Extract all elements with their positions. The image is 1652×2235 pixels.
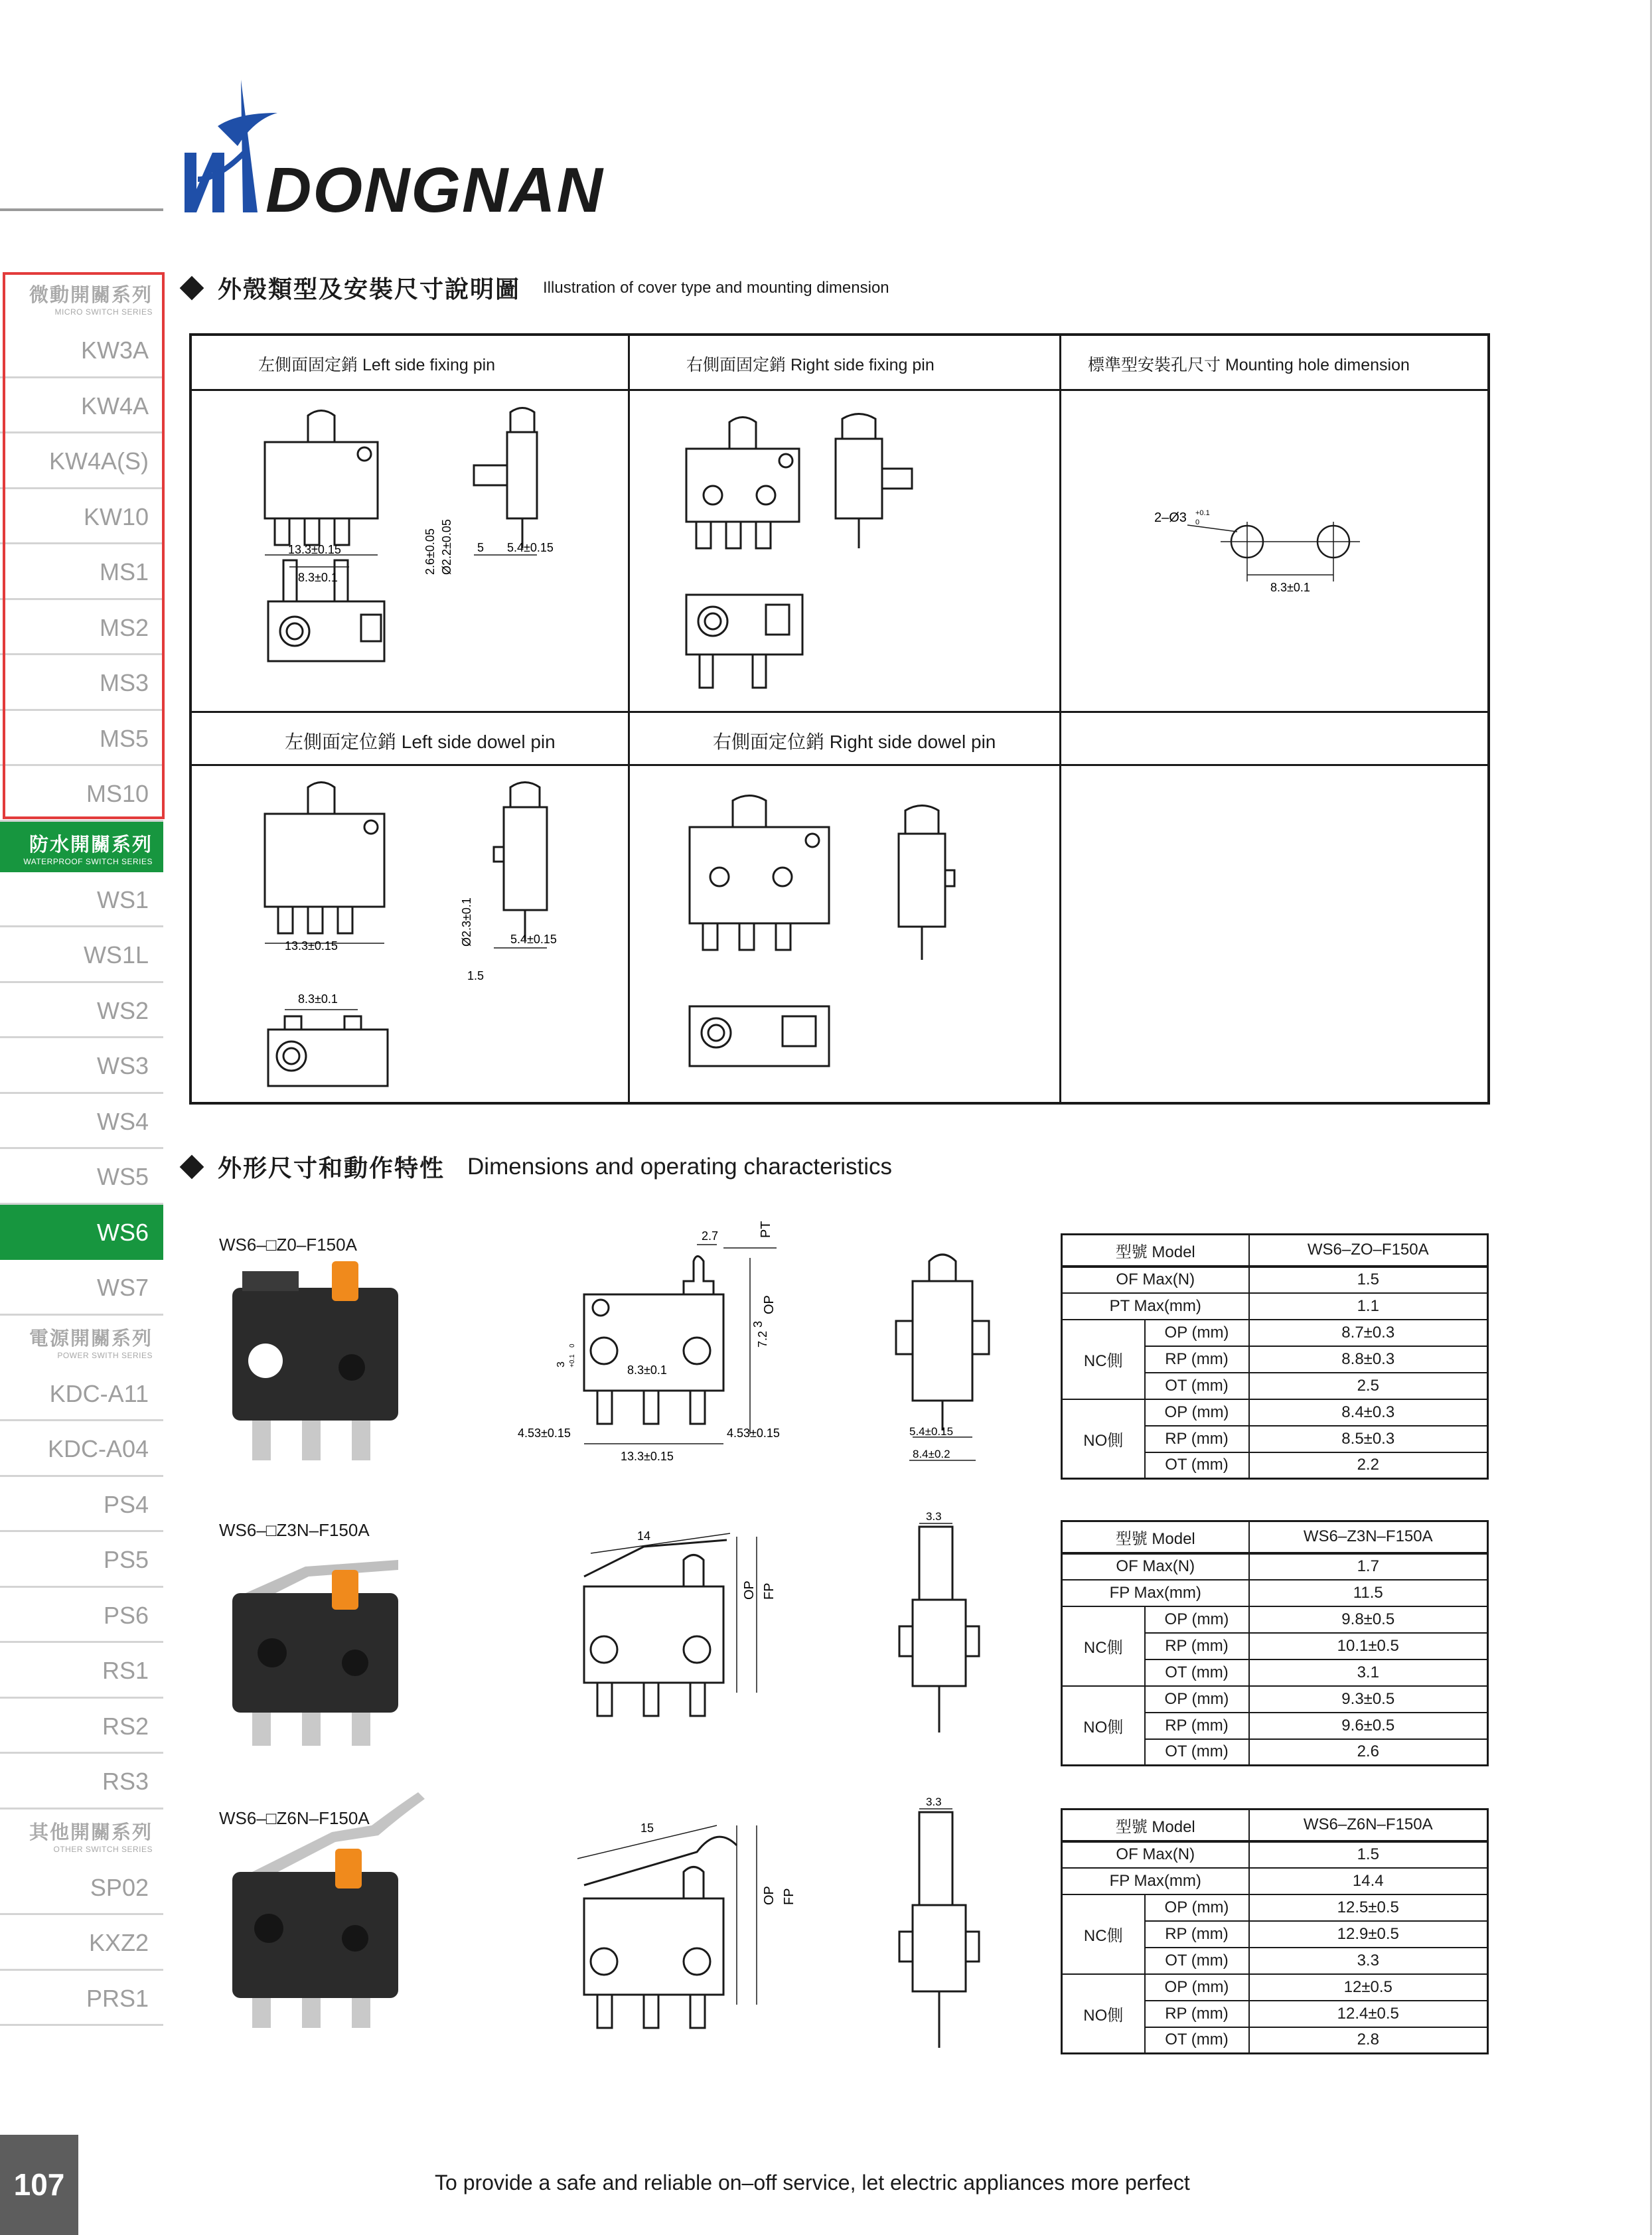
- brand-name: DONGNAN: [265, 155, 604, 226]
- sidebar-item-ws2[interactable]: WS2: [0, 983, 163, 1039]
- dim-2-6: 2.6±0.05: [423, 528, 437, 575]
- series-sidebar: [0, 272, 163, 2026]
- cell-nc-side: NC側: [1062, 1894, 1145, 1974]
- model-label-z0: WS6–□Z0–F150A: [219, 1235, 357, 1255]
- cell-no-ot: 2.2: [1249, 1452, 1488, 1479]
- cell-ot-label: OT (mm): [1145, 1948, 1249, 1974]
- sidebar-item-ms10[interactable]: MS10: [0, 766, 163, 822]
- sidebar-item-rs1[interactable]: RS1: [0, 1643, 163, 1699]
- cell-no-rp: 8.5±0.3: [1249, 1426, 1488, 1452]
- cell-no-op: 8.4±0.3: [1249, 1399, 1488, 1426]
- sidebar-item-ws1[interactable]: WS1: [0, 872, 163, 928]
- cell-op-label: OP (mm): [1145, 1320, 1249, 1346]
- sidebar-item-kw4a-s[interactable]: KW4A(S): [0, 433, 163, 489]
- cell-model-value: WS6–ZO–F150A: [1249, 1235, 1488, 1267]
- sidebar-item-ws3[interactable]: WS3: [0, 1038, 163, 1094]
- mounting-hole-drawing: [1081, 469, 1479, 635]
- dim-tol-zero: 0: [569, 1344, 576, 1348]
- cover-type-table: [189, 333, 1490, 1105]
- sidebar-item-sp02[interactable]: SP02: [0, 1860, 163, 1916]
- outline-drawing-z0-front: [511, 1215, 823, 1467]
- cell-rp-label: RP (mm): [1145, 1346, 1249, 1373]
- dim-7-2: 7.2: [756, 1330, 769, 1348]
- cell-model-head: 型號 Model: [1062, 1235, 1249, 1267]
- sidebar-item-ws1l[interactable]: WS1L: [0, 927, 163, 983]
- outline-drawing-z3n-front: [564, 1520, 803, 1746]
- dim-3-left: 3: [556, 1361, 567, 1367]
- sidebar-group-power: [0, 1316, 163, 1810]
- cell-nc-rp: 12.9±0.5: [1249, 1921, 1488, 1948]
- page-number: 107: [0, 2135, 78, 2235]
- header-left-fixing-pin: 左側面固定銷 Left side fixing pin: [258, 356, 496, 374]
- sidebar-item-kdc-a11[interactable]: KDC-A11: [0, 1366, 163, 1422]
- dim-dia-2-2: Ø2.2±0.05: [440, 519, 453, 575]
- cell-rp-label: RP (mm): [1145, 1633, 1249, 1659]
- dim-op: OP: [762, 1886, 777, 1905]
- sidebar-item-kw10[interactable]: KW10: [0, 489, 163, 545]
- table-rule: [1059, 336, 1061, 1102]
- cell-fp-value: 14.4: [1249, 1868, 1488, 1894]
- sidebar-group-other: [0, 1810, 163, 2027]
- section-cover-type-title: [183, 271, 889, 305]
- cell-of-label: OF Max(N): [1062, 1267, 1249, 1293]
- cell-nc-ot: 2.5: [1249, 1373, 1488, 1399]
- cell-no-side: NO側: [1062, 1974, 1145, 2054]
- header-right-fixing-pin: 右側面固定銷 Right side fixing pin: [686, 356, 935, 374]
- cell-nc-op: 9.8±0.5: [1249, 1606, 1488, 1633]
- group-title-zh: 電源開關系列: [29, 1328, 153, 1349]
- sidebar-item-ws6[interactable]: WS6: [0, 1205, 163, 1261]
- cell-nc-ot: 3.3: [1249, 1948, 1488, 1974]
- cell-no-side: NO側: [1062, 1686, 1145, 1766]
- sidebar-item-kxz2[interactable]: KXZ2: [0, 1915, 163, 1971]
- dim-fp: FP: [782, 1888, 796, 1905]
- table-rule: [192, 764, 1487, 766]
- model-label-z3n: WS6–□Z3N–F150A: [219, 1520, 370, 1540]
- sidebar-item-kw3a[interactable]: KW3A: [0, 323, 163, 378]
- dim-8-3: 8.3±0.1: [627, 1363, 667, 1377]
- dim-hole-pitch: 8.3±0.1: [1270, 581, 1310, 594]
- cell-rp-label: RP (mm): [1145, 1921, 1249, 1948]
- cell-pt-value: 1.1: [1249, 1293, 1488, 1320]
- header-left-dowel-pin: 左側面定位銷 Left side dowel pin: [285, 732, 556, 752]
- model-label-z6n: WS6–□Z6N–F150A: [219, 1808, 370, 1828]
- group-title-zh: 微動開關系列: [29, 285, 153, 306]
- group-title-en: WATERPROOF SWITCH SERIES: [23, 856, 153, 866]
- spec-table-z6n: [1061, 1808, 1489, 2054]
- dim-8-4: 8.4±0.2: [913, 1448, 950, 1460]
- dim-8-3: 8.3±0.1: [298, 571, 338, 584]
- cell-no-op: 12±0.5: [1249, 1974, 1488, 2001]
- cell-nc-ot: 3.1: [1249, 1659, 1488, 1686]
- dim-4-53-right: 4.53±0.15: [727, 1426, 780, 1440]
- dim-2-7: 2.7: [702, 1229, 719, 1243]
- left-dowel-pin-drawing: [245, 774, 617, 1106]
- table-rule: [628, 336, 630, 1102]
- sidebar-item-ps4[interactable]: PS4: [0, 1477, 163, 1533]
- cell-fp-label: FP Max(mm): [1062, 1580, 1249, 1606]
- cell-ot-label: OT (mm): [1145, 1659, 1249, 1686]
- table-rule: [192, 389, 1487, 391]
- cell-rp-label: RP (mm): [1145, 1426, 1249, 1452]
- diamond-bullet-icon: [180, 275, 204, 300]
- cell-no-rp: 9.6±0.5: [1249, 1713, 1488, 1739]
- cell-rp-label: RP (mm): [1145, 1713, 1249, 1739]
- sidebar-item-ps5[interactable]: PS5: [0, 1532, 163, 1588]
- sidebar-item-ws5[interactable]: WS5: [0, 1149, 163, 1205]
- footer-tagline: To provide a safe and reliable on–off service, let electric appliances more perfect: [435, 2171, 1190, 2195]
- outline-drawing-z6n-side: [893, 1792, 999, 2058]
- cell-op-label: OP (mm): [1145, 1974, 1249, 2001]
- outline-drawing-z6n-front: [564, 1806, 803, 2058]
- cell-ot-label: OT (mm): [1145, 1452, 1249, 1479]
- outline-drawing-z0-side: [883, 1241, 1015, 1467]
- dim-hole-tol-zero: 0: [1195, 518, 1200, 526]
- dim-1-5: 1.5: [467, 969, 485, 982]
- cell-nc-rp: 10.1±0.5: [1249, 1633, 1488, 1659]
- section-title-zh: 外殼類型及安裝尺寸說明圖: [218, 275, 521, 303]
- dim-5-4: 5.4±0.15: [510, 933, 557, 946]
- sidebar-item-rs3[interactable]: RS3: [0, 1754, 163, 1810]
- sidebar-group-waterproof: [0, 822, 163, 1316]
- cell-of-label: OF Max(N): [1062, 1553, 1249, 1580]
- sidebar-item-ms3[interactable]: MS3: [0, 655, 163, 711]
- cell-of-value: 1.5: [1249, 1841, 1488, 1868]
- sidebar-item-ws7[interactable]: WS7: [0, 1260, 163, 1316]
- cell-op-label: OP (mm): [1145, 1399, 1249, 1426]
- sidebar-item-kw4a[interactable]: KW4A: [0, 378, 163, 434]
- product-photo-z6n: [219, 1786, 438, 2038]
- section-title-en: Illustration of cover type and mounting dimension: [543, 278, 889, 297]
- cell-nc-op: 8.7±0.3: [1249, 1320, 1488, 1346]
- cell-no-ot: 2.8: [1249, 2027, 1488, 2054]
- cell-of-value: 1.5: [1249, 1267, 1488, 1293]
- spec-table-z0: [1061, 1233, 1489, 1480]
- sidebar-item-ms5[interactable]: MS5: [0, 711, 163, 767]
- diamond-bullet-icon: [180, 1154, 204, 1179]
- cell-of-value: 1.7: [1249, 1553, 1488, 1580]
- cell-no-rp: 12.4±0.5: [1249, 2001, 1488, 2027]
- cell-fp-label: FP Max(mm): [1062, 1868, 1249, 1894]
- dim-hole-tol-plus: +0.1: [1195, 509, 1210, 517]
- section-title-en: Dimensions and operating characteristics: [467, 1153, 893, 1180]
- sidebar-item-ps6[interactable]: PS6: [0, 1588, 163, 1644]
- dim-hole: 2–Ø3: [1154, 510, 1187, 525]
- sidebar-item-kdc-a04[interactable]: KDC-A04: [0, 1421, 163, 1477]
- dim-4-53-left: 4.53±0.15: [518, 1426, 571, 1440]
- cell-op-label: OP (mm): [1145, 1606, 1249, 1633]
- group-title-zh: 其他開關系列: [29, 1821, 153, 1843]
- cell-pt-label: PT Max(mm): [1062, 1293, 1249, 1320]
- sidebar-group-header: [0, 272, 163, 323]
- cell-no-side: NO側: [1062, 1399, 1145, 1479]
- cell-op-label: OP (mm): [1145, 1894, 1249, 1921]
- spec-table-z3n: [1061, 1520, 1489, 1766]
- sidebar-item-ms2[interactable]: MS2: [0, 600, 163, 656]
- cell-no-ot: 2.6: [1249, 1739, 1488, 1766]
- right-fixing-pin-drawing: [666, 402, 1038, 708]
- dim-tol-plus: +0.1: [569, 1354, 576, 1367]
- sidebar-item-prs1[interactable]: PRS1: [0, 1971, 163, 2027]
- cell-ot-label: OT (mm): [1145, 2027, 1249, 2054]
- cell-nc-side: NC側: [1062, 1320, 1145, 1399]
- product-photo-z3n: [219, 1540, 425, 1752]
- dim-3-3: 3.3: [926, 1796, 942, 1808]
- dim-op: OP: [742, 1580, 757, 1600]
- cell-model-head: 型號 Model: [1062, 1810, 1249, 1841]
- dim-13-3: 13.3±0.15: [621, 1450, 674, 1463]
- cell-nc-rp: 8.8±0.3: [1249, 1346, 1488, 1373]
- sidebar-group-micro: [0, 272, 163, 822]
- left-fixing-pin-drawing: [245, 402, 617, 708]
- dim-fp: FP: [762, 1582, 777, 1600]
- group-title-en: POWER SWITH SERIES: [57, 1350, 153, 1360]
- product-photo-z0: [219, 1261, 418, 1474]
- dim-5-4: 5.4±0.15: [909, 1425, 954, 1438]
- sidebar-group-header: [0, 822, 163, 872]
- section-title-zh: 外形尺寸和動作特性: [218, 1154, 445, 1182]
- group-title-en: OTHER SWITCH SERIES: [53, 1844, 153, 1854]
- dim-5: 5: [477, 541, 485, 554]
- cell-rp-label: RP (mm): [1145, 2001, 1249, 2027]
- table-rule: [192, 711, 1487, 713]
- dim-13-3: 13.3±0.15: [288, 543, 341, 556]
- sidebar-group-header: [0, 1316, 163, 1366]
- dim-14: 14: [637, 1529, 651, 1543]
- cell-of-label: OF Max(N): [1062, 1841, 1249, 1868]
- sidebar-group-header: [0, 1810, 163, 1860]
- dim-3: 3: [751, 1320, 765, 1328]
- cell-op-label: OP (mm): [1145, 1686, 1249, 1713]
- group-title-zh: 防水開關系列: [29, 834, 153, 856]
- cell-model-value: WS6–Z6N–F150A: [1249, 1810, 1488, 1841]
- outline-drawing-z3n-side: [893, 1507, 999, 1752]
- dim-8-3: 8.3±0.1: [298, 992, 338, 1006]
- cell-model-value: WS6–Z3N–F150A: [1249, 1521, 1488, 1553]
- cell-nc-op: 12.5±0.5: [1249, 1894, 1488, 1921]
- cell-ot-label: OT (mm): [1145, 1739, 1249, 1766]
- header-mounting-hole: 標準型安裝孔尺寸 Mounting hole dimension: [1088, 356, 1410, 374]
- dim-pt: PT: [759, 1221, 773, 1238]
- group-title-en: MICRO SWITCH SERIES: [54, 307, 153, 317]
- header-right-dowel-pin: 右側面定位銷 Right side dowel pin: [713, 732, 996, 752]
- dim-13-3: 13.3±0.15: [285, 939, 338, 953]
- sidebar-item-rs2[interactable]: RS2: [0, 1699, 163, 1754]
- section-dimensions-title: [183, 1150, 892, 1184]
- dim-op: OP: [762, 1295, 777, 1314]
- dim-dia-2-3: Ø2.3±0.1: [460, 897, 473, 947]
- sidebar-item-ws4[interactable]: WS4: [0, 1094, 163, 1150]
- cell-ot-label: OT (mm): [1145, 1373, 1249, 1399]
- header-divider: [0, 208, 163, 211]
- cell-model-head: 型號 Model: [1062, 1521, 1249, 1553]
- cell-nc-side: NC側: [1062, 1606, 1145, 1686]
- dim-15: 15: [640, 1821, 654, 1835]
- dim-3-3: 3.3: [926, 1510, 942, 1523]
- sidebar-item-ms1[interactable]: MS1: [0, 544, 163, 600]
- right-dowel-pin-drawing: [666, 774, 1038, 1106]
- cell-no-op: 9.3±0.5: [1249, 1686, 1488, 1713]
- dim-5-4: 5.4±0.15: [507, 541, 554, 554]
- cell-fp-value: 11.5: [1249, 1580, 1488, 1606]
